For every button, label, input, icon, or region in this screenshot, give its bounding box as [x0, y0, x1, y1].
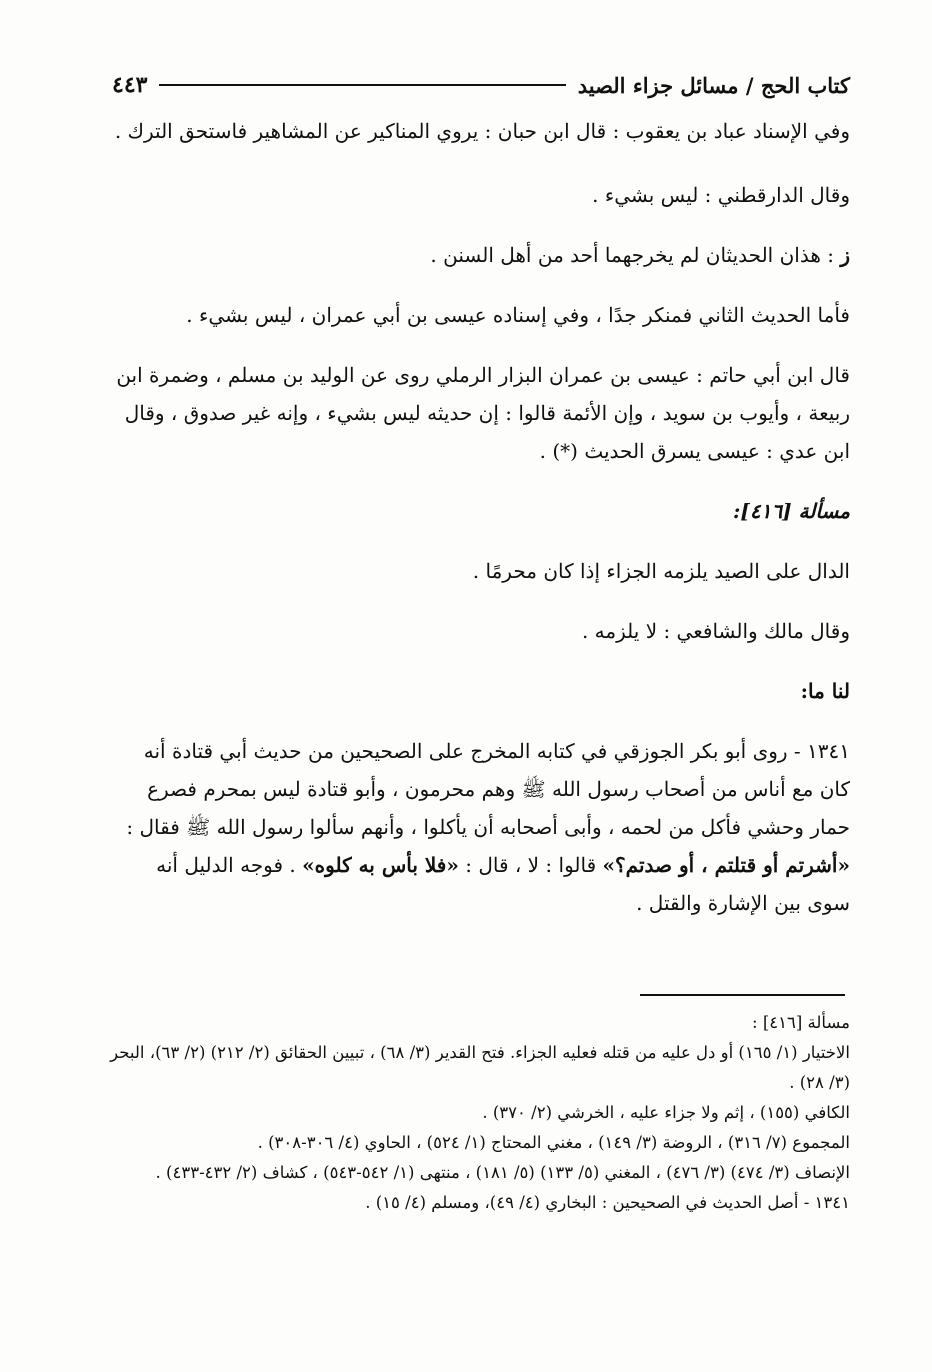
page-header	[112, 70, 850, 100]
zay-text: : هذان الحديثان لم يخرجهما أحد من أهل السنن .	[430, 243, 834, 267]
hadith-1341-text-a: ١٣٤١ - روى أبو بكر الجوزقي في كتابه المخرج على الصحيحين من حديث أبي قتادة أنه كان مع أناس من أصحاب رسول الله ﷺ وهم محرمون ، وأبو قتادة ليس بمحرم فصرع حمار وحشي فأكل من لحمه ، وأبى أصحابه أن يأكلوا ، وأنهم سألوا رسول الله ﷺ فقال :	[126, 739, 850, 839]
paragraph-dal: الدال على الصيد يلزمه الجزاء إذا كان محرمًا .	[472, 559, 850, 583]
footnote-heading: مسألة [٤١٦] :	[752, 1013, 850, 1032]
page-number: ٤٤٣	[112, 72, 148, 98]
hadith-1341	[112, 732, 850, 922]
footnote-rule	[640, 994, 845, 996]
hadith-1341-text-b: قالوا : لا ، قال :	[465, 853, 597, 877]
footnote-hanafi: الاختيار (١/ ١٦٥) أو دل عليه من قتله فعليه الجزاء. فتح القدير (٣/ ٦٨) ، تبيين الحقائق (٢/ ٢١٢) (٢/ ٦٣)، البحر (٣/ ٢٨) .	[110, 1043, 850, 1092]
main-text	[112, 112, 850, 922]
paragraph-isnad: وفي الإسناد عباد بن يعقوب : قال ابن حبان : يروي المناكير عن المشاهير فاستحق الترك .	[114, 119, 850, 143]
paragraph-daraqutni: وقال الدارقطني : ليس بشيء .	[592, 183, 850, 207]
hadith-1341-quote-1: «أشرتم أو قتلتم ، أو صدتم؟»	[602, 853, 850, 877]
paragraph-malik-shafii: وقال مالك والشافعي : لا يلزمه .	[581, 619, 850, 643]
zay-mark: ز	[840, 243, 850, 267]
running-title: كتاب الحج / مسائل جزاء الصيد	[577, 72, 850, 98]
paragraph-second-hadith: فأما الحديث الثاني فمنكر جدًا ، وفي إسناده عيسى بن أبي عمران ، ليس بشيء .	[186, 303, 850, 327]
paragraph-zay	[112, 236, 850, 274]
footnote-maliki: الكافي (١٥٥) ، إثم ولا جزاء عليه ، الخرشي (٢/ ٣٧٠) .	[482, 1103, 850, 1122]
hadith-1341-quote-2: «فلا بأس به كلوه»	[302, 853, 459, 877]
masala-heading: مسألة [٤١٦]:	[733, 499, 850, 523]
footnote-hanbali: الإنصاف (٣/ ٤٧٤) (٣/ ٤٧٦) ، المغني (٥/ ١٣٣) (٥/ ١٨١) ، منتهى (١/ ٥٤٢-٥٤٣) ، كشاف (٢/ ٤٣٢-٤٣٣) .	[155, 1163, 850, 1182]
footnote-shafii: المجموع (٧/ ٣١٦) ، الروضة (٣/ ١٤٩) ، مغني المحتاج (١/ ٥٢٤) ، الحاوي (٤/ ٣٠٦-٣٠٨) .	[257, 1133, 850, 1152]
footnote-1341: ١٣٤١ - أصل الحديث في الصحيحين : البخاري (٤/ ٤٩)، ومسلم (٤/ ١٥) .	[365, 1193, 850, 1212]
paragraph-ibn-abi-hatim: قال ابن أبي حاتم : عيسى بن عمران البزار الرملي روى عن الوليد بن مسلم ، وضمرة ابن ربيعة ، وأيوب بن سويد ، وإن الأئمة قالوا : إن حديثه ليس بشيء ، وإنه غير صدوق ، وقال ابن عدي : عيسى يسرق الحديث (*) .	[116, 363, 850, 463]
hadith-1341-text-c: . فوجه الدليل أنه سوى بين الإشارة والقتل .	[156, 853, 850, 915]
footnotes	[105, 1008, 850, 1218]
lana-heading: لنا ما:	[800, 679, 850, 703]
header-rule	[159, 84, 565, 86]
